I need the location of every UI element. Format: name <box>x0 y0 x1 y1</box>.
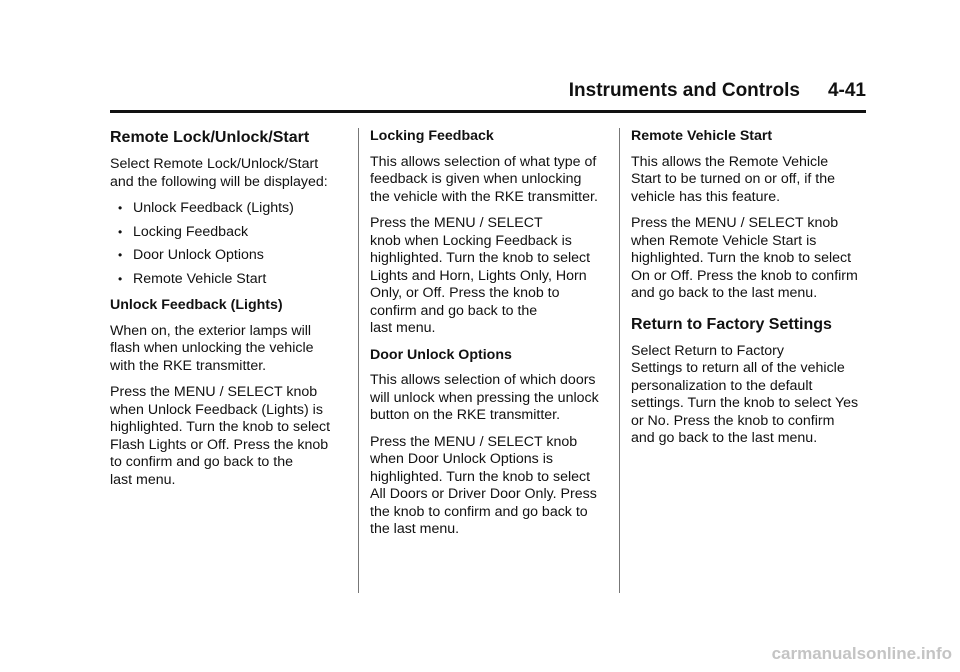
section-heading-factory-settings: Return to Factory Settings <box>631 315 832 333</box>
intro-paragraph: Select Remote Lock/Unlock/Start and the following will be displayed: <box>110 156 328 190</box>
page-number: 4-41 <box>827 80 866 101</box>
watermark: carmanualsonline.info <box>771 644 952 663</box>
paragraph: Press the MENU / SELECT knob when Locking Feedback is highlighted. Turn the knob to select Lights and Horn, Lights Only, Horn Only, or Off. Press the knob to confirm and go back to the last menu. <box>370 215 591 336</box>
paragraph: Select Return to Factory Settings to return all of the vehicle personalization to the default settings. Turn the knob to select Yes or No. Press the knob to confirm and go back to the last menu. <box>631 342 859 446</box>
bullet-icon: • <box>118 248 123 262</box>
bullet-icon: • <box>118 201 123 215</box>
paragraph: Press the MENU / SELECT knob when Remote Vehicle Start is highlighted. Turn the knob to select On or Off. Press the knob to confirm and go back to the last menu. <box>631 215 858 301</box>
section-title: Instruments and Controls <box>568 80 800 101</box>
column-3 <box>631 128 863 457</box>
list-item: • Locking Feedback <box>118 223 249 240</box>
paragraph: This allows selection of what type of feedback is given when unlocking the vehicle with the RKE transmitter. <box>370 153 598 205</box>
subheading-door-unlock-options: Door Unlock Options <box>370 346 512 363</box>
column-2 <box>370 128 602 548</box>
list-item: • Door Unlock Options <box>118 247 264 263</box>
bullet-icon: • <box>118 271 123 286</box>
subheading-remote-vehicle-start: Remote Vehicle Start <box>631 128 773 144</box>
options-list <box>110 200 342 288</box>
subheading-unlock-feedback: Unlock Feedback (Lights) <box>110 297 283 313</box>
subheading-locking-feedback: Locking Feedback <box>370 128 494 144</box>
paragraph: Press the MENU / SELECT knob when Door Unlock Options is highlighted. Turn the knob to select All Doors or Driver Door Only. Press the knob to confirm and go back to the last menu. <box>370 433 597 537</box>
list-item: • Unlock Feedback (Lights) <box>118 200 294 216</box>
column-divider <box>358 128 359 593</box>
section-heading-remote-lock: Remote Lock/Unlock/Start <box>110 129 310 146</box>
column-divider <box>619 128 620 593</box>
paragraph: This allows the Remote Vehicle Start to be turned on or off, if the vehicle has this feature. <box>631 153 836 205</box>
paragraph: This allows selection of which doors will unlock when pressing the unlock button on the RKE transmitter. <box>370 372 599 423</box>
page-header <box>110 80 866 113</box>
list-item: • Remote Vehicle Start <box>118 270 267 287</box>
paragraph: Press the MENU / SELECT knob when Unlock Feedback (Lights) is highlighted. Turn the knob to select Flash Lights or Off. Press the knob to confirm and go back to the last menu. <box>110 384 331 488</box>
paragraph: When on, the exterior lamps will flash when unlocking the vehicle with the RKE transmitter. <box>110 322 314 374</box>
bullet-icon: • <box>118 224 123 239</box>
column-1 <box>110 128 342 498</box>
